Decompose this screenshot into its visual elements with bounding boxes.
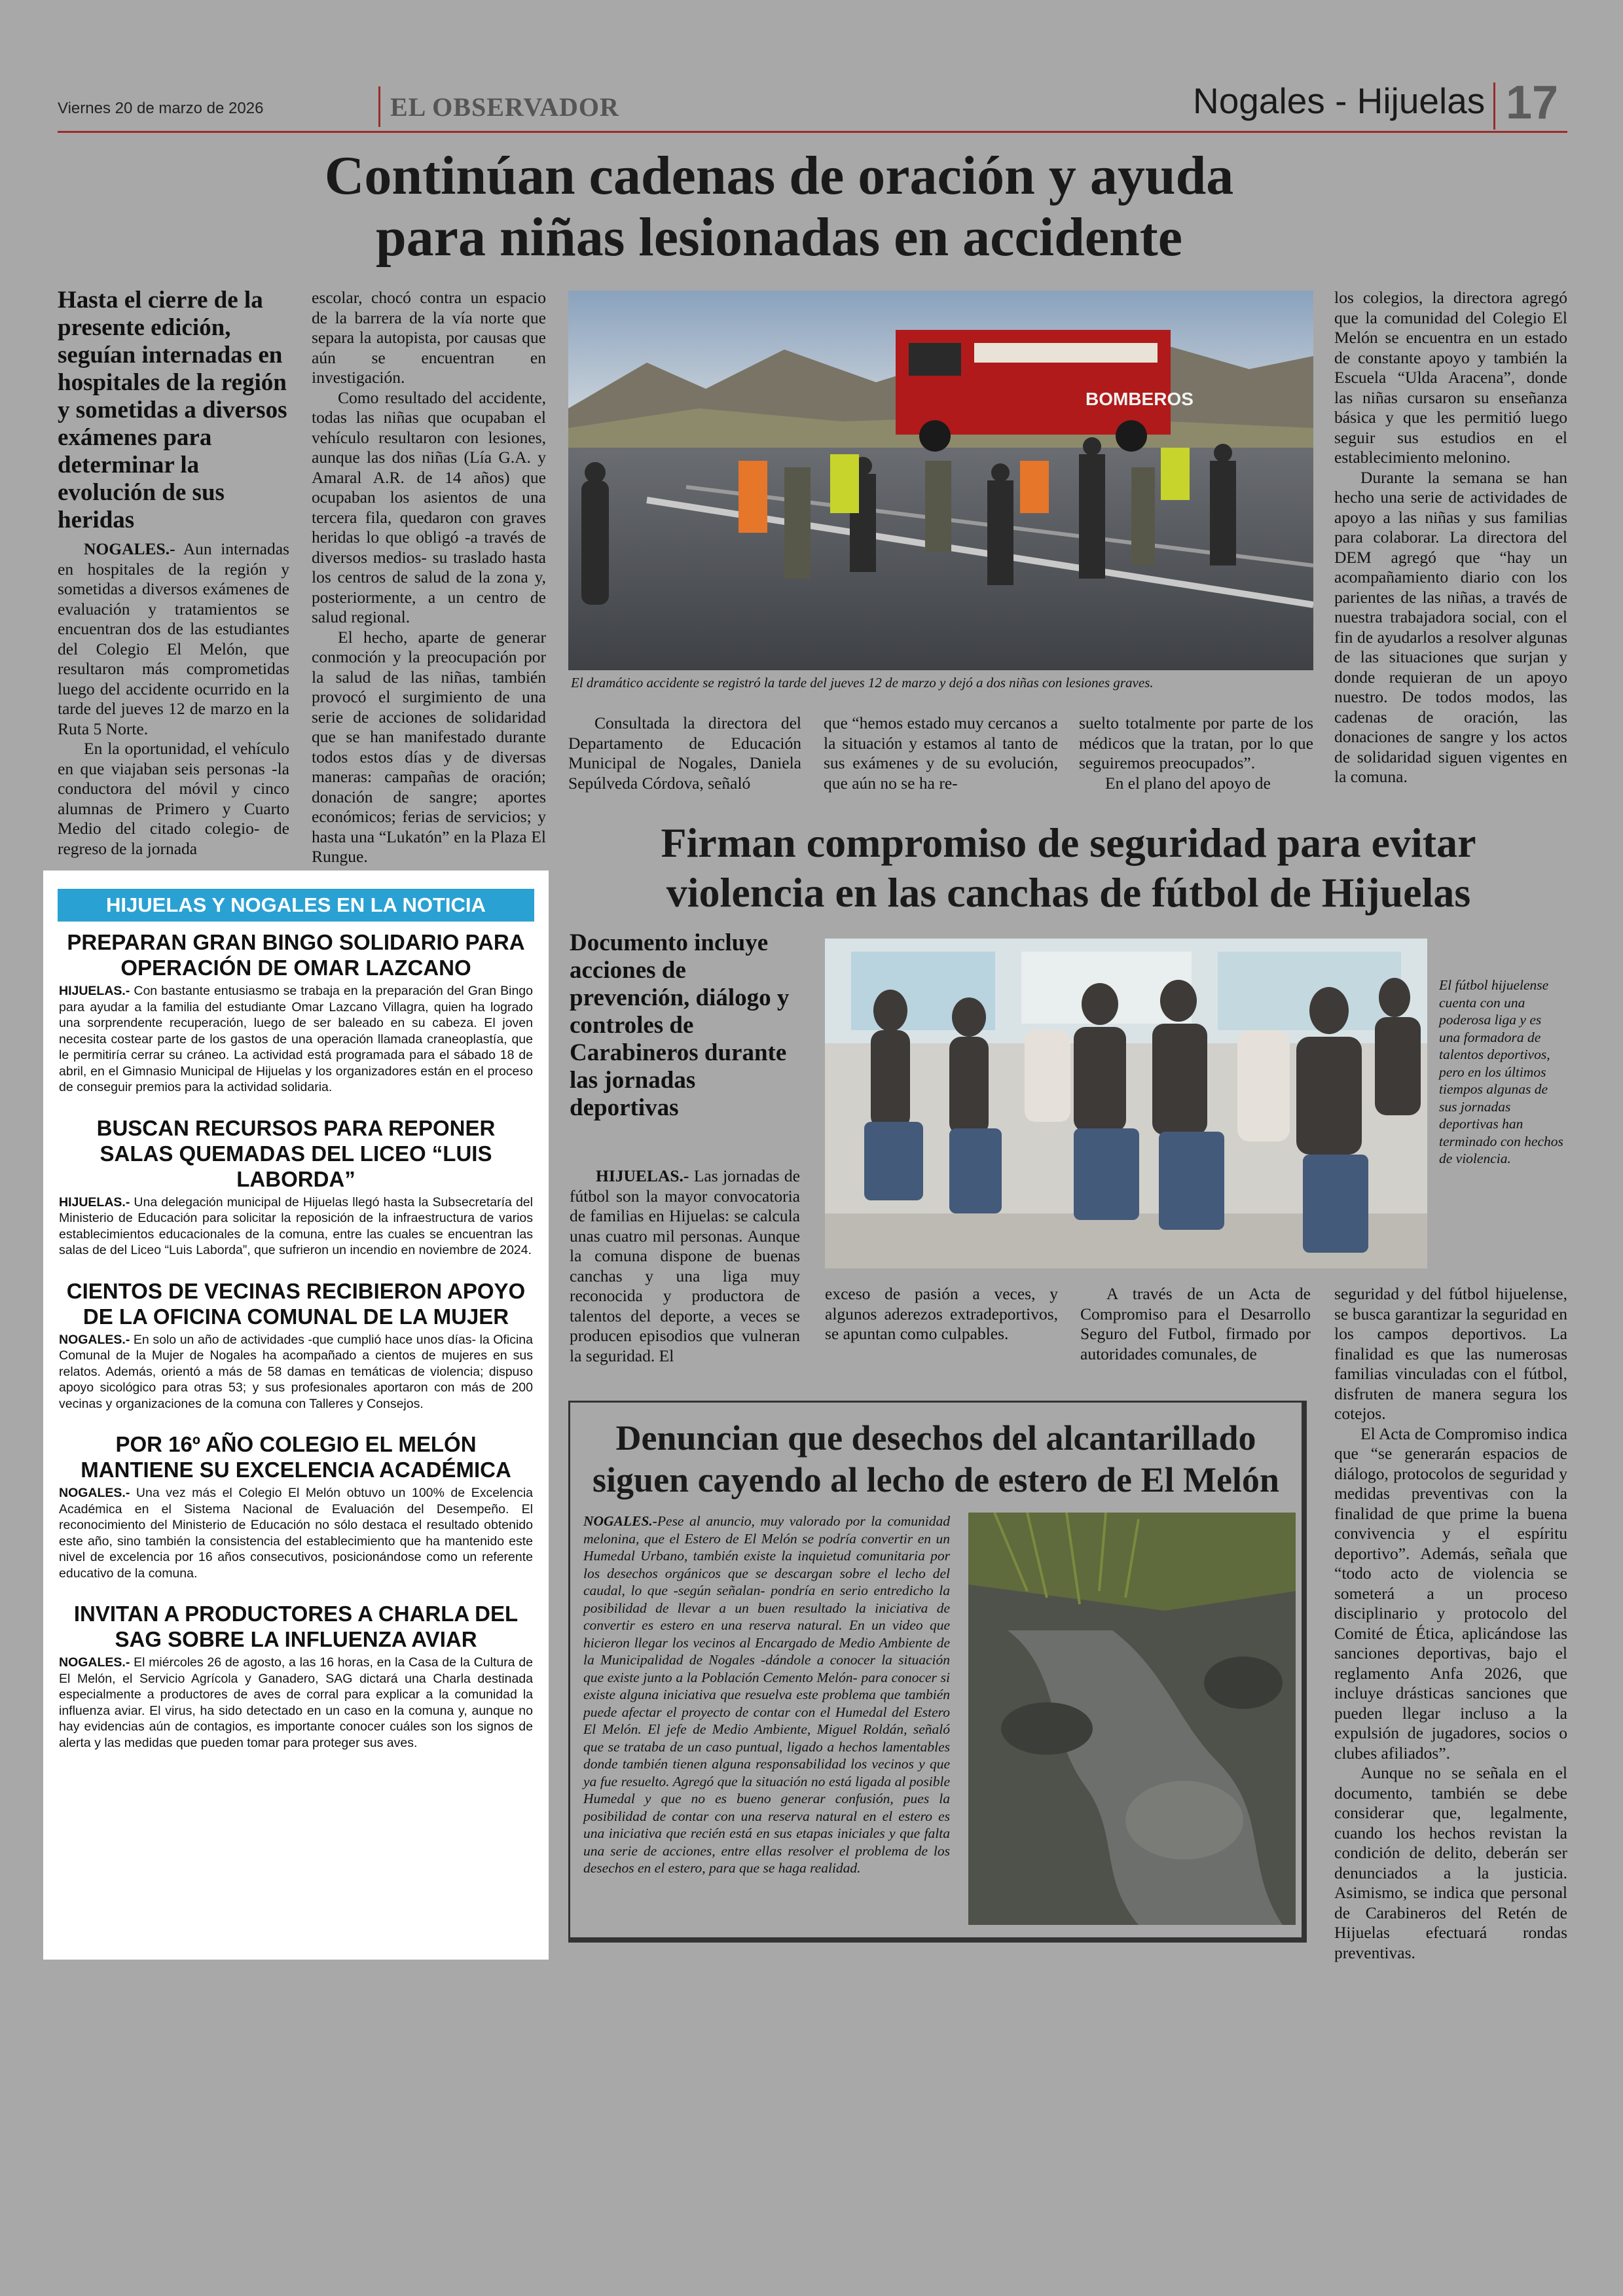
article2-headline-line1: Firman compromiso de seguridad para evitar [661, 819, 1476, 866]
sidebar-item-text: Una delegación municipal de Hijuelas llegó hasta la Subsecretaría del Ministerio de Educación para solicitar la reposición de la infraestructura de varios establecimientos educacionales de la comuna, entre las cuales se encuentran las salas de del Liceo “Luis Laborda”, que sufrieron un incendio en noviembre de 2024. [59, 1194, 533, 1257]
article1-headline-line2: para niñas lesionadas en accidente [375, 207, 1183, 268]
sidebar-item-liceo [59, 1115, 533, 1259]
article2-headline [570, 818, 1567, 918]
header-rule [58, 131, 1567, 133]
article2-col4 [1334, 1284, 1567, 1963]
article1-col2-p1: escolar, chocó contra un espacio de la barrera de la vía norte que separa la autopista, por causas que aún se encuentran en investigación. [312, 288, 546, 387]
article1-col3-p1: Consultada la directora del Departamento de Educación Municipal de Nogales, Daniela Sepúlveda Córdova, señaló [568, 713, 801, 793]
article2-kicker: HIJUELAS.- [596, 1166, 689, 1185]
sidebar-title: HIJUELAS Y NOGALES EN LA NOTICIA [58, 889, 534, 922]
article2-col3-p1: A través de un Acta de Compromiso para el Desarrollo Seguro del Futbol, firmado por autoridades comunales, de [1080, 1284, 1311, 1363]
sidebar-item-body [59, 983, 533, 1096]
sidebar-item-kicker: HIJUELAS.- [59, 1194, 130, 1210]
article1-col3 [568, 713, 801, 793]
article1-col2 [312, 288, 546, 867]
article1-photo-caption: El dramático accidente se registró la tarde del jueves 12 de marzo y dejó a dos niñas con lesiones graves. [571, 675, 1154, 691]
sidebar-item-text: En solo un año de actividades -que cumplió hace unos días- la Oficina Comunal de la Mujer de Nogales ha acompañado a cientos de mujeres en sus relatos. Además, orientó a más de 58 damas en temáticas de violencia; dispuso apoyo sicológico para otras 53; y sus profesionales aportaron con más de 200 vecinas y organizaciones de la comuna con Talleres y Consejos. [59, 1332, 533, 1411]
sidebar-item-body [59, 1655, 533, 1751]
article1-col1-p2: En la oportunidad, el vehículo en que viajaban seis personas -la conductora del móvil y cinco alumnas de Primero y Cuarto Medio del citado colegio- de regreso de la jornada [58, 739, 289, 858]
fire-truck-label: BOMBEROS [1085, 389, 1194, 409]
sidebar-item-headline: PREPARAN GRAN BINGO SOLIDARIO PARA OPERACIÓN DE OMAR LAZCANO [67, 930, 525, 980]
header-date: Viernes 20 de marzo de 2026 [58, 99, 264, 117]
article1-col2-p2: Como resultado del accidente, todas las niñas que ocupaban el vehículo resultaron con lesiones, aunque las dos niñas (Lía G.A. y Amaral A.R. de 14 años) que ocupaban los asientos de una tercera fila, quedaron con graves heridas lo que obligó -a través de diversos medios- su traslado hasta los centros de salud de la zona y, posteriormente, a un centro de salud regional. [312, 387, 546, 626]
article1-col5 [1079, 713, 1313, 793]
sidebar-item-headline: POR 16º AÑO COLEGIO EL MELÓN MANTIENE SU EXCELENCIA ACADÉMICA [81, 1432, 511, 1482]
sidebar-item-body [59, 1485, 533, 1581]
sidebar-item-text: Una vez más el Colegio El Melón obtuvo un 100% de Excelencia Académica en el Sistema Nacional de Evaluación del Desempeño. El reconocimiento del Ministerio de Educación no sólo destaca el resultado obtenido este año, sino también la consistencia del establecimiento que ha mantenido este nivel de excelencia por 16 años consecutivos, posicionándose como un referente educativo de la comuna. [59, 1486, 533, 1581]
article1-col5-p2: En el plano del apoyo de [1105, 773, 1271, 793]
article1-col6-p1: los colegios, la directora agregó que la comunidad del Colegio El Melón se encuentra en un estado de constante apoyo y también la Escuela “Ulda Aracena”, donde las niñas cursaron su enseñanza básica y que les permitió luego seguir sus estudios en el establecimiento melonino. [1334, 288, 1567, 467]
sewage-photo [968, 1513, 1296, 1925]
accident-photo-art [568, 291, 1313, 670]
sidebar-item-text: Con bastante entusiasmo se trabaja en la preparación del Gran Bingo para ayudar a la familia del estudiante Omar Lazcano Villagra, quien ha logrado una sorprendente recuperación, luego de ser baleado en su cabeza. El joven necesita costear parte de los gastos de una operación llamada craneoplastía, que le permitiría cerrar su cráneo. La actividad está programada para el sábado 18 de abril, en el Gimnasio Municipal de Hijuelas y los organizadores están en el proceso de conseguir premios para la actividad solidaria. [59, 984, 533, 1094]
sidebar-item-kicker: NOGALES.- [59, 1655, 130, 1670]
sidebar-item-body [59, 1332, 533, 1412]
article2-col1 [570, 1166, 800, 1366]
sidebar-item-kicker: HIJUELAS.- [59, 984, 130, 998]
sewage-photo-art [968, 1513, 1296, 1925]
article1-col1 [58, 539, 289, 859]
header-paper-name: EL OBSERVADOR [390, 92, 619, 122]
article3-body [583, 1513, 950, 1877]
article1-deck: Hasta el cierre de la presente edición, seguían internadas en hospitales de la región y sometidas a diversos exámenes para determinar la evolución de sus heridas [58, 287, 287, 533]
article1-col1-p1: Aun internadas en hospitales de la región y sometidas a diversos exámenes de evaluación y tratamientos se encuentran dos de las estudiantes del Colegio El Melón, que resultaron más comprometidas luego del accidente ocurrido en la tarde del jueves 12 de marzo en la Ruta 5 Norte. [58, 539, 289, 738]
article1-headline [196, 145, 1362, 268]
article2-col2 [825, 1284, 1058, 1344]
meeting-photo-art [825, 939, 1427, 1268]
article1-kicker: NOGALES.- [84, 539, 175, 558]
article1-col6 [1334, 288, 1567, 787]
sidebar-box [43, 870, 549, 1960]
header-section: Nogales - Hijuelas [1193, 81, 1486, 121]
article2-col4-p3: Aunque no se señala en el documento, también se debe considerar que, legalmente, cuando los hechos revistan la condición de delito, deberán ser denunciados a la justicia. Asimismo, se indica que personal de Carabineros del Retén de Hijuelas efectuará rondas preventivas. [1334, 1763, 1567, 1962]
accident-photo [568, 291, 1313, 670]
article3-headline-line2: siguen cayendo al lecho de estero de El Melón [593, 1460, 1279, 1499]
article2-col3 [1080, 1284, 1311, 1364]
article1-headline-line1: Continúan cadenas de oración y ayuda [324, 145, 1234, 206]
article2-col4-p1: seguridad y del fútbol hijuelense, se busca garantizar la seguridad en los campos deportivos. La finalidad es que las numerosas familias vinculadas con el fútbol, disfruten de manera segura los cotejos. [1334, 1284, 1567, 1423]
header-page-number: 17 [1506, 77, 1559, 129]
sidebar-item-bingo [59, 929, 533, 1096]
sidebar-item-headline: INVITAN A PRODUCTORES A CHARLA DEL SAG SOBRE LA INFLUENZA AVIAR [73, 1602, 519, 1651]
article2-deck: Documento incluye acciones de prevención, diálogo y controles de Carabineros durante las jornadas deportivas [570, 929, 790, 1121]
article1-col4-p1: que “hemos estado muy cercanos a la situación y estamos al tanto de sus exámenes y de su evolución, que aún no se ha re- [824, 713, 1058, 793]
article1-col4 [824, 713, 1058, 793]
article3-headline [570, 1417, 1302, 1501]
sidebar-item-kicker: NOGALES.- [59, 1332, 130, 1347]
article3-headline-line1: Denuncian que desechos del alcantarillado [615, 1418, 1256, 1458]
article2-photo-caption: El fútbol hijuelense cuenta con una poderosa liga y es una formadora de talentos deportivos, pero en los últimos tiempos algunas de sus jornadas deportivas han terminado con hechos de violencia. [1439, 977, 1563, 1166]
sidebar-item-kicker: NOGALES.- [59, 1486, 130, 1500]
article2-col1-p1: Las jornadas de fútbol son la mayor convocatoria de familias en Hijuelas: se calcula unas cuatro mil personas. Aunque la comuna dispone de buenas canchas y una liga muy reconocida y productora de talentos del deporte, a veces se producen episodios que vulneran la seguridad. El [570, 1166, 800, 1365]
sidebar-item-sag [59, 1601, 533, 1751]
article2-col2-p1: exceso de pasión a veces, y algunos aderezos extradeportivos, se apuntan como culpables. [825, 1284, 1058, 1343]
article3-body-text: Pese al anuncio, muy valorado por la comunidad melonina, que el Estero de El Melón se podría convertir en un Humedal Urbano, también existe la inquietud comunitaria por los desechos orgánicos que se descargan sobre el lecho del caudal, lo que -según señalan- pondría en serio entredicho la posibilidad de llevar a un buen resultado la iniciativa de convertir es estero en una reserva natural. En un video que hicieron llegar los vecinos al Encargado de Medio Ambiente de la Municipalidad de Nogales -dándole a conocer la situación que existe junto a la Población Cemento Melón- para conocer si existe alguna iniciativa que resuelva este problema que también puede afectar el proyecto de contar con el Humedal del Estero El Melón. El jefe de Medio Ambiente, Miguel Roldán, señaló que se trataba de un caso puntual, ligado a hechos lamentables donde también tienen alguna responsabilidad los vecinos y que ya fue resuelto. Agregó que la situación no está ligada al posible Humedal y que no es bueno generar confusión, pues la posibilidad de contar con una reserva natural en el estero es una iniciativa que recién está en sus etapas iniciales y que falta una serie de acciones, entre ellas resolver el problema de los desechos en el estero, para que se haga realidad. [583, 1513, 950, 1876]
meeting-photo [825, 939, 1427, 1268]
sidebar-item-mujer [59, 1278, 533, 1412]
article3-box [568, 1401, 1307, 1943]
sidebar-item-colegio [59, 1431, 533, 1581]
article2-col4-p2: El Acta de Compromiso indica que “se generarán espacios de diálogo, protocolos de seguridad y medidas preventivas con la finalidad de que prime la buena convivencia y el espíritu deportivo”. Además, señala que “todo acto de violencia se someterá a un proceso disciplinario y protocolo del Comité de Ética, aplicándose las sanciones deportivas, bajo el reglamento Anfa 2026, que incluye drásticas sanciones que pueden llegar incluso a la expulsión de jugadores, socios o clubes afiliados”. [1334, 1424, 1567, 1763]
sidebar-item-headline: CIENTOS DE VECINAS RECIBIERON APOYO DE LA OFICINA COMUNAL DE LA MUJER [66, 1278, 526, 1329]
article3-kicker: NOGALES.- [583, 1513, 657, 1529]
sidebar-item-text: El miércoles 26 de agosto, a las 16 horas, en la Casa de la Cultura de El Melón, el Servicio Agrícola y Ganadero, SAG dictará una Charla destinada especialmente a productores de aves de corral para explicar a la comunidad la influenza aviar. El virus, ha sido detectado en un caso en la comuna y, aunque no hay evidencias aún de contagios, es importante conocer cuáles son los signos de alerta y las medidas que pueden tomar para proteger sus aves. [59, 1655, 533, 1750]
sidebar-item-headline: BUSCAN RECURSOS PARA REPONER SALAS QUEMADAS DEL LICEO “LUIS LABORDA” [96, 1115, 496, 1191]
sidebar-item-body [59, 1194, 533, 1259]
sidebar-items [59, 929, 533, 1770]
article1-col2-p3: El hecho, aparte de generar conmoción y la preocupación por la salud de las niñas, también provocó el surgimiento de una serie de acciones de solidaridad que se han manifestado durante todos estos días y de diversas maneras: campañas de oración; donación de sangre; aportes económicos; ferias de servicios; y hasta una “Lukatón” en la Plaza El Rungue. [312, 627, 546, 866]
article2-headline-line2: violencia en las canchas de fútbol de Hijuelas [666, 869, 1471, 916]
header-divider-left [378, 86, 380, 127]
article1-col5-p1: suelto totalmente por parte de los médicos que la tratan, por lo que seguiremos preocupados”. [1079, 713, 1313, 772]
article1-col6-p2: Durante la semana se han hecho una serie de actividades de apoyo a las niñas y sus familias para colaborar. La directora del DEM agregó que “hay un acompañamiento diario con los parientes de las niñas, a través de nuestra trabajadora social, con el fin de ayudarlos a resolver algunas de las situaciones que surjan y donde requieran de un apoyo nuestro. De todos modos, las cadenas de oración, las donaciones de sangre y los actos de solidaridad siguen vigentes en la comuna. [1334, 467, 1567, 786]
header-divider-right [1493, 82, 1495, 130]
